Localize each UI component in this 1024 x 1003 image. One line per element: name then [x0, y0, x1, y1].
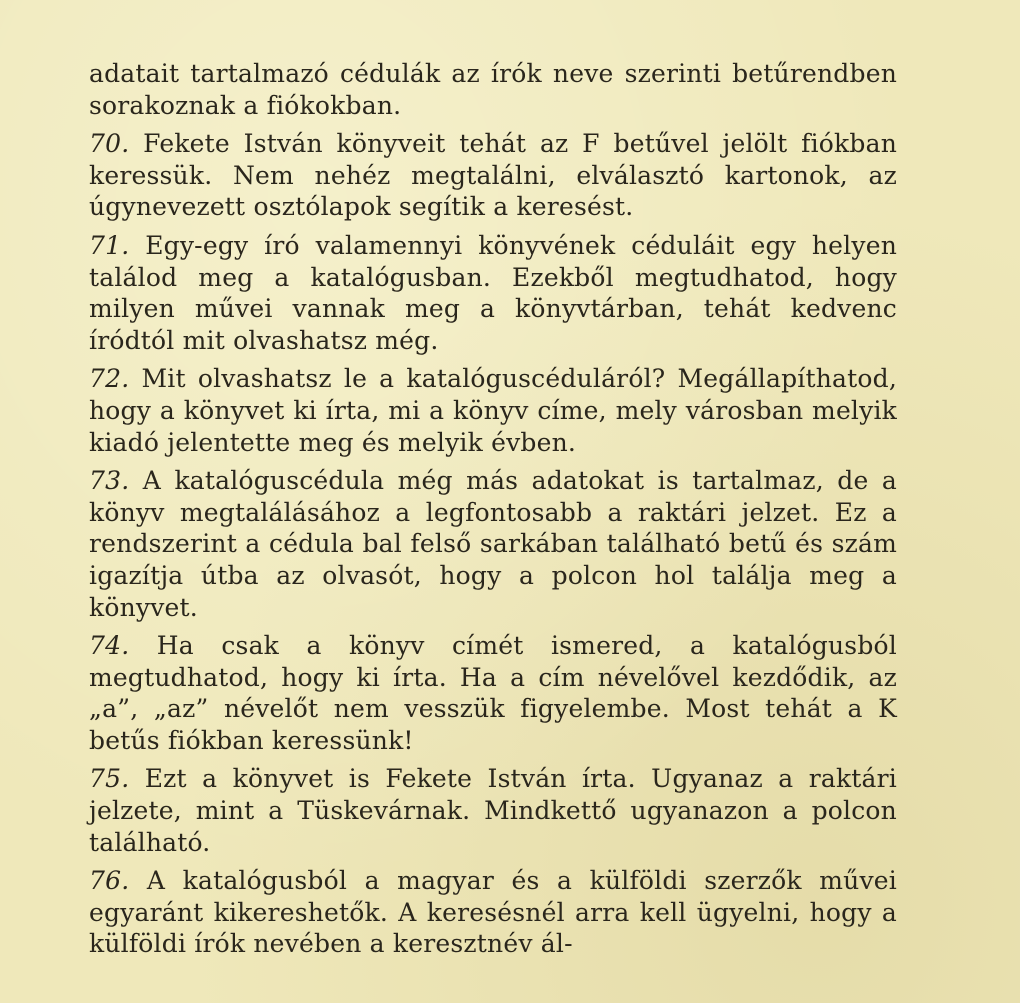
- paragraph-text: Ha csak a könyv címét ismered, a katalógusból megtudhatod, hogy ki írta. Ha a cím névelővel kezdődik, az „a”, „az” névelőt nem vesszük figyelembe. Most tehát a K betűs fiókban keressünk!: [89, 631, 897, 755]
- paragraph-71: [89, 230, 897, 356]
- paragraph-number: 76.: [89, 866, 130, 896]
- paragraph-text: Ezt a könyvet is Fekete István írta. Ugyanaz a raktári jelzete, mint a Tüskevárnak. Mindkettő ugyanazon a polcon található.: [89, 764, 897, 857]
- page-text: [89, 58, 897, 967]
- paragraph-76: [89, 865, 897, 960]
- paragraph-75: [89, 763, 897, 858]
- paragraph-text: Mit olvashatsz le a katalóguscéduláról? Megállapíthatod, hogy a könyvet ki írta, mi a könyv címe, mely városban melyik kiadó jelentette meg és melyik évben.: [89, 364, 897, 457]
- paragraph-72: [89, 363, 897, 458]
- paragraph-continuation: [89, 58, 897, 121]
- paragraph-text: Fekete István könyveit tehát az F betűvel jelölt fiókban keressük. Nem nehéz megtalálni, elválasztó kartonok, az úgynevezett osztólapok segítik a keresést.: [89, 129, 897, 222]
- paragraph-73: [89, 465, 897, 623]
- paragraph-text: Egy-egy író valamennyi könyvének céduláit egy helyen találod meg a katalógusban. Ezekből megtudhatod, hogy milyen művei vannak meg a könyvtárban, tehát kedvenc íródtól mit olvashatsz még.: [89, 230, 897, 355]
- paragraph-number: 74.: [89, 631, 130, 661]
- paragraph-70: [89, 128, 897, 223]
- paragraph-number: 73.: [89, 466, 130, 496]
- page-edge: [1020, 0, 1024, 1003]
- paragraph-text: A katalóguscédula még más adatokat is tartalmaz, de a könyv megtalálásához a legfontosabb a raktári jelzet. Ez a rendszerint a cédula bal felső sarkában található betű és szám igazítja útba az olvasót, hogy a polcon hol találja meg a könyvet.: [89, 466, 897, 622]
- paragraph-number: 72.: [89, 364, 130, 394]
- paragraph-number: 71.: [89, 230, 130, 260]
- paragraph-number: 75.: [89, 764, 130, 794]
- paragraph-text: A katalógusból a magyar és a külföldi szerzők művei egyaránt kikereshetők. A keresésnél arra kell ügyelni, hogy a külföldi írók nevében a keresztnév ál-: [89, 866, 897, 959]
- paragraph-number: 70.: [89, 129, 130, 159]
- paragraph-74: [89, 630, 897, 756]
- paragraph-text: adatait tartalmazó cédulák az írók neve szerinti betűrendben sorakoznak a fiókokban.: [89, 59, 897, 120]
